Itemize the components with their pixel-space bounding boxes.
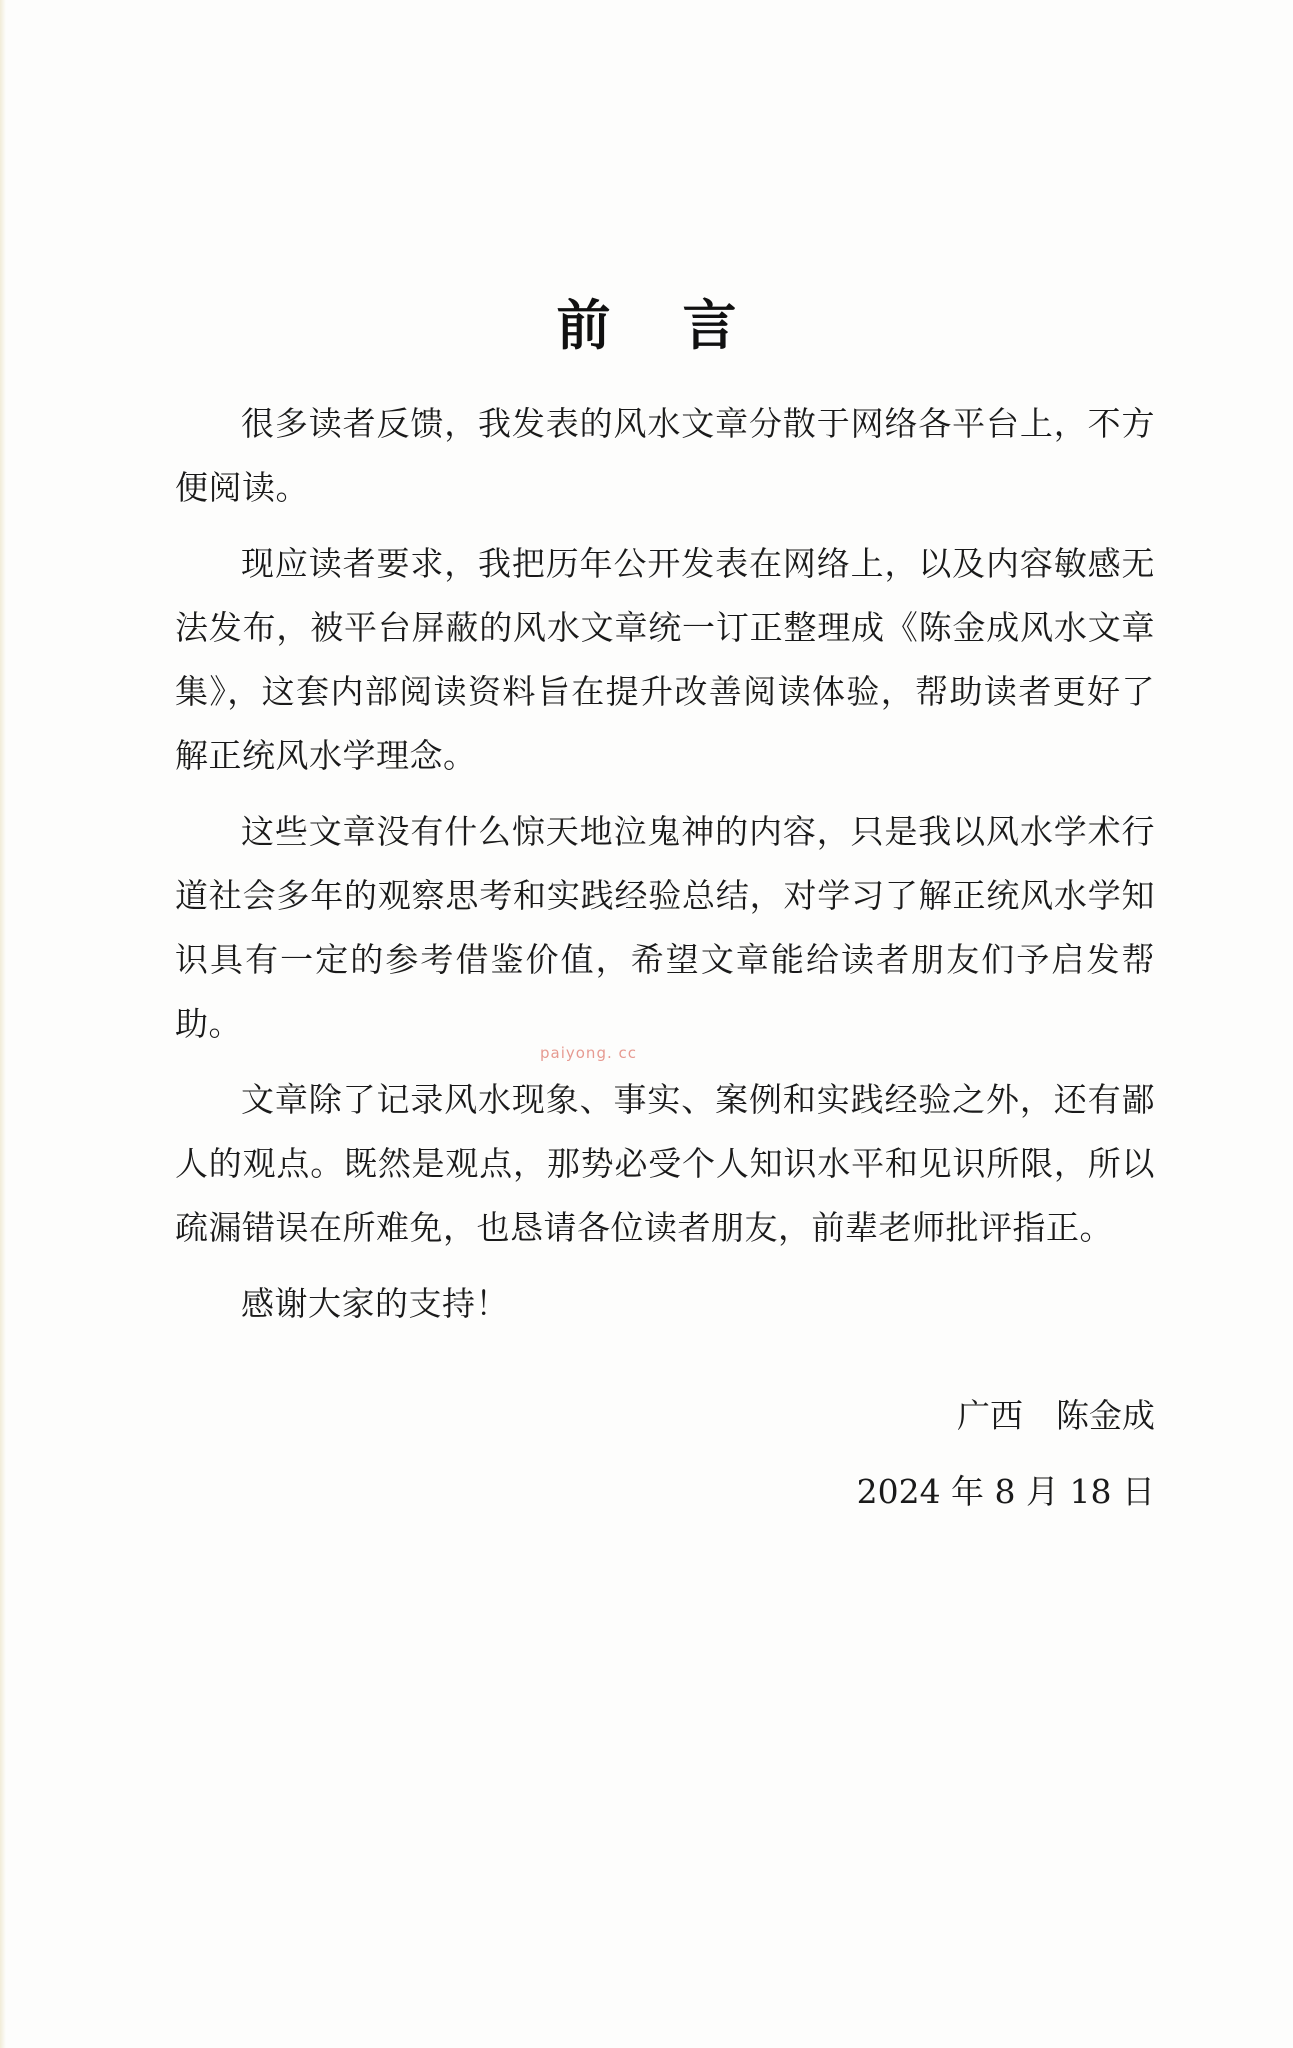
paragraph-1: 很多读者反馈，我发表的风水文章分散于网络各平台上，不方便阅读。: [175, 404, 1155, 507]
page-title: 前言: [556, 294, 809, 357]
signature-author: 广西 陈金成: [957, 1396, 1155, 1435]
paragraph-2: 现应读者要求，我把历年公开发表在网络上，以及内容敏感无法发布，被平台屏蔽的风水文章统一订正整理成《陈金成风水文章集》，这套内部阅读资料旨在提升改善阅读体验，帮助读者更好了解正统风水学理念。: [175, 544, 1155, 775]
paragraph-5: 感谢大家的支持！: [241, 1284, 509, 1323]
signature-block: [857, 1384, 1155, 1536]
watermark-text: paiyong. cc: [540, 1044, 637, 1062]
signature-date: 2024 年 8 月 18 日: [856, 1472, 1155, 1511]
paragraph-4: 文章除了记录风水现象、事实、案例和实践经验之外，还有鄙人的观点。既然是观点，那势必受个人知识水平和见识所限，所以疏漏错误在所难免，也恳请各位读者朋友，前辈老师批评指正。: [175, 1080, 1155, 1247]
paragraph-3: 这些文章没有什么惊天地泣鬼神的内容，只是我以风水学术行道社会多年的观察思考和实践经验总结，对学习了解正统风水学知识具有一定的参考借鉴价值，希望文章能给读者朋友们予启发帮助。: [175, 812, 1155, 1043]
body-text: [175, 392, 1155, 1348]
